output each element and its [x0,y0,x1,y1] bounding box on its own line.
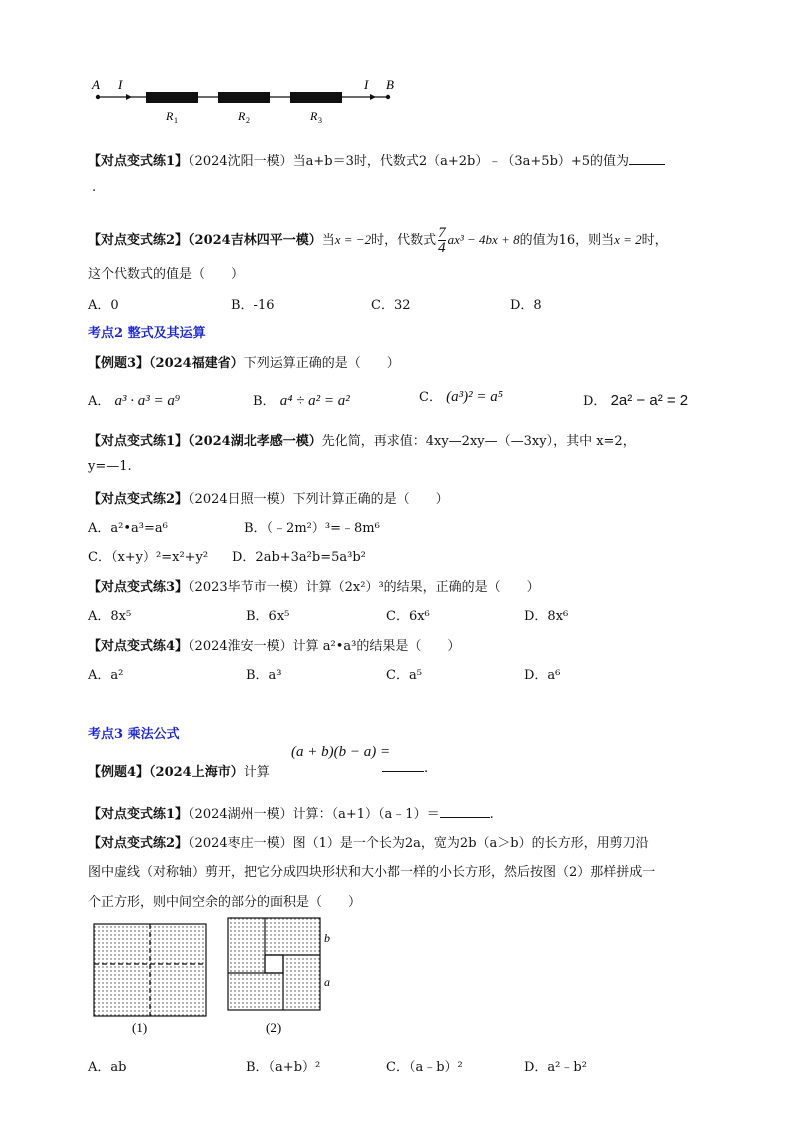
option-c: C．32 [371,298,411,313]
section-title-3: 考点3 乘法公式 [88,727,180,742]
option-expression: a⁴ ÷ a² = a² [279,393,350,409]
fraction-numerator: 7 [438,225,446,241]
resistor-r1 [146,92,198,103]
fraction-7-4 [438,226,446,255]
option-expression: a³ · a³ = a⁹ [114,393,181,409]
option-a: A．ab [88,1060,127,1075]
math-expression: ax³ − 4bx + 8 [447,232,520,247]
option-d: D．a⁶ [524,668,561,683]
section-title-2: 考点2 整式及其运算 [88,326,206,341]
text-segment: 的值为16，则当 [519,233,615,248]
option-a: A．0 [88,298,119,313]
question-8-line3: 个正方形，则中间空余的部分的面积是（ ） [88,895,362,910]
option-d: D．8x⁶ [524,609,569,624]
option-expression: 2a² − a² = 2 [610,392,689,409]
question-4-option-c: C．（x+y）²=x²+y² [88,550,209,565]
question-4-option-a: A．a²•a³=a⁶ [88,521,168,536]
option-expression: (a³)² = a⁵ [446,389,503,405]
label-r2: R [238,109,246,123]
figure-1-label: (1) [132,1020,148,1035]
example-4-expression: (a + b)(b − a) = [291,744,391,760]
current-arrow-left [126,94,132,100]
question-8-line2: 图中虚线（对称轴）剪开，把它分成四块形状和大小都一样的小长方形，然后按图（2）那样拼成一 [88,865,656,880]
question-3 [88,430,636,449]
figure-2-label-a: a [324,975,330,989]
question-7 [88,803,494,822]
example-4 [88,761,270,780]
label-r3-sub: 3 [318,116,322,125]
question-text: 当a+b＝3时，代数式2（a+2b）﹣（3a+5b）+5的值为 [292,154,630,169]
question-source: （2024上海市） [149,765,244,780]
option-b: B．6x⁵ [246,609,290,624]
text-segment: 时，代数式 [371,233,437,248]
math-x-value: x = −2 [334,232,372,247]
figure-1-rectangle [94,924,206,1016]
label-r2-sub: 2 [246,116,250,125]
resistor-r3 [290,92,342,103]
question-tag: 【对点变式练2】 [88,492,189,507]
question-8 [88,832,649,851]
question-source: （2024湖州一模） [188,807,293,822]
option-b: B．-16 [231,298,275,313]
question-tag: 【对点变式练4】 [88,639,189,654]
answer-blank [440,817,490,818]
question-text: 计算 a²•a³的结果是（ ） [292,639,461,654]
fraction-denominator: 4 [438,240,446,256]
terminal-a-dot [96,95,100,99]
question-text: 计算（2x²）³的结果，正确的是（ ） [305,580,540,595]
question-source: （2023毕节市一模） [188,580,306,595]
example-3-option-d [583,390,688,409]
question-source: （2024福建省） [149,356,244,371]
answer-blank [382,771,424,772]
label-r1-sub: 1 [174,116,178,125]
text-segment: 当 [321,233,335,248]
option-label: C． [419,390,442,405]
answer-blank [629,164,665,165]
example-3 [88,352,400,371]
question-6 [88,635,460,654]
figure-2-square [228,918,320,1010]
question-source: （2024吉林四平一模） [188,233,322,248]
question-tag: 【对点变式练1】 [88,434,189,449]
label-i-right: I [364,77,369,92]
question-4-option-d: D．2ab+3a²b=5a³b² [232,550,366,565]
example-3-option-a [88,390,180,410]
option-b: B．a³ [246,668,282,683]
question-text: 下列计算正确的是（ ） [292,492,449,507]
option-c: C．（a﹣b）² [386,1060,463,1075]
circuit-diagram [88,72,418,132]
question-tag: 【对点变式练3】 [88,580,189,595]
example-3-option-b [253,390,350,410]
question-source: （2024沈阳一模） [188,154,293,169]
option-a: A．a² [88,668,124,683]
option-label: D． [583,394,607,409]
current-arrow-right [370,94,376,100]
question-source: （2024湖北孝感一模） [188,434,322,449]
question-source: （2024淮安一模） [188,639,293,654]
question-tag: 【例题3】 [88,356,150,371]
question-tag: 【对点变式练1】 [88,807,189,822]
option-label: A． [88,394,111,409]
figure-2-label-b: b [324,931,330,945]
question-text: 图（1）是一个长为2a，宽为2b（a＞b）的长方形，用剪刀沿 [292,836,649,851]
question-source: （2024日照一模） [188,492,293,507]
label-i-left: I [118,77,123,92]
resistor-r2 [218,92,270,103]
question-3-line2: y=—1. [88,459,132,474]
option-b: B．（a+b）² [246,1060,321,1075]
label-r3: R [310,109,318,123]
question-text: 计算 [243,765,270,780]
question-source: （2024枣庄一模） [188,836,293,851]
option-a: A．8x⁵ [88,609,132,624]
punctuation: . [424,761,429,776]
option-d: D．8 [510,298,542,313]
text-segment: 时， [641,233,668,248]
question-5 [88,576,540,595]
question-text: 下列运算正确的是（ ） [243,356,400,371]
label-r1: R [166,109,174,123]
option-label: B． [253,394,276,409]
label-a: A [92,77,100,92]
terminal-b-dot [386,95,390,99]
question-tag: 【对点变式练2】 [88,233,189,248]
question-text: 计算：（a+1）（a﹣1）＝ [292,807,440,822]
question-tag: 【对点变式练1】 [88,154,189,169]
question-4-option-b: B．（﹣2m²）³=﹣8m⁶ [244,521,380,536]
example-4-answer [382,761,428,776]
label-b: B [386,77,394,92]
option-c: C．6x⁶ [386,609,430,624]
option-d: D．a²﹣b² [524,1060,587,1075]
question-2-line2: 这个代数式的值是（ ） [88,267,245,282]
figure-2-label: (2) [266,1020,282,1035]
question-1 [88,150,665,169]
math-x-value: x = 2 [614,232,642,247]
question-tag: 【对点变式练2】 [88,836,189,851]
example-3-option-c [419,386,503,406]
question-1-end: . [92,180,97,195]
question-4 [88,488,449,507]
question-2 [88,226,668,255]
option-c: C．a⁵ [386,668,422,683]
question-tag: 【例题4】 [88,765,150,780]
question-text: 先化简，再求值：4xy—2xy—（—3xy），其中 x=2， [321,434,636,449]
punctuation: . [489,807,494,822]
figures [86,914,356,1039]
